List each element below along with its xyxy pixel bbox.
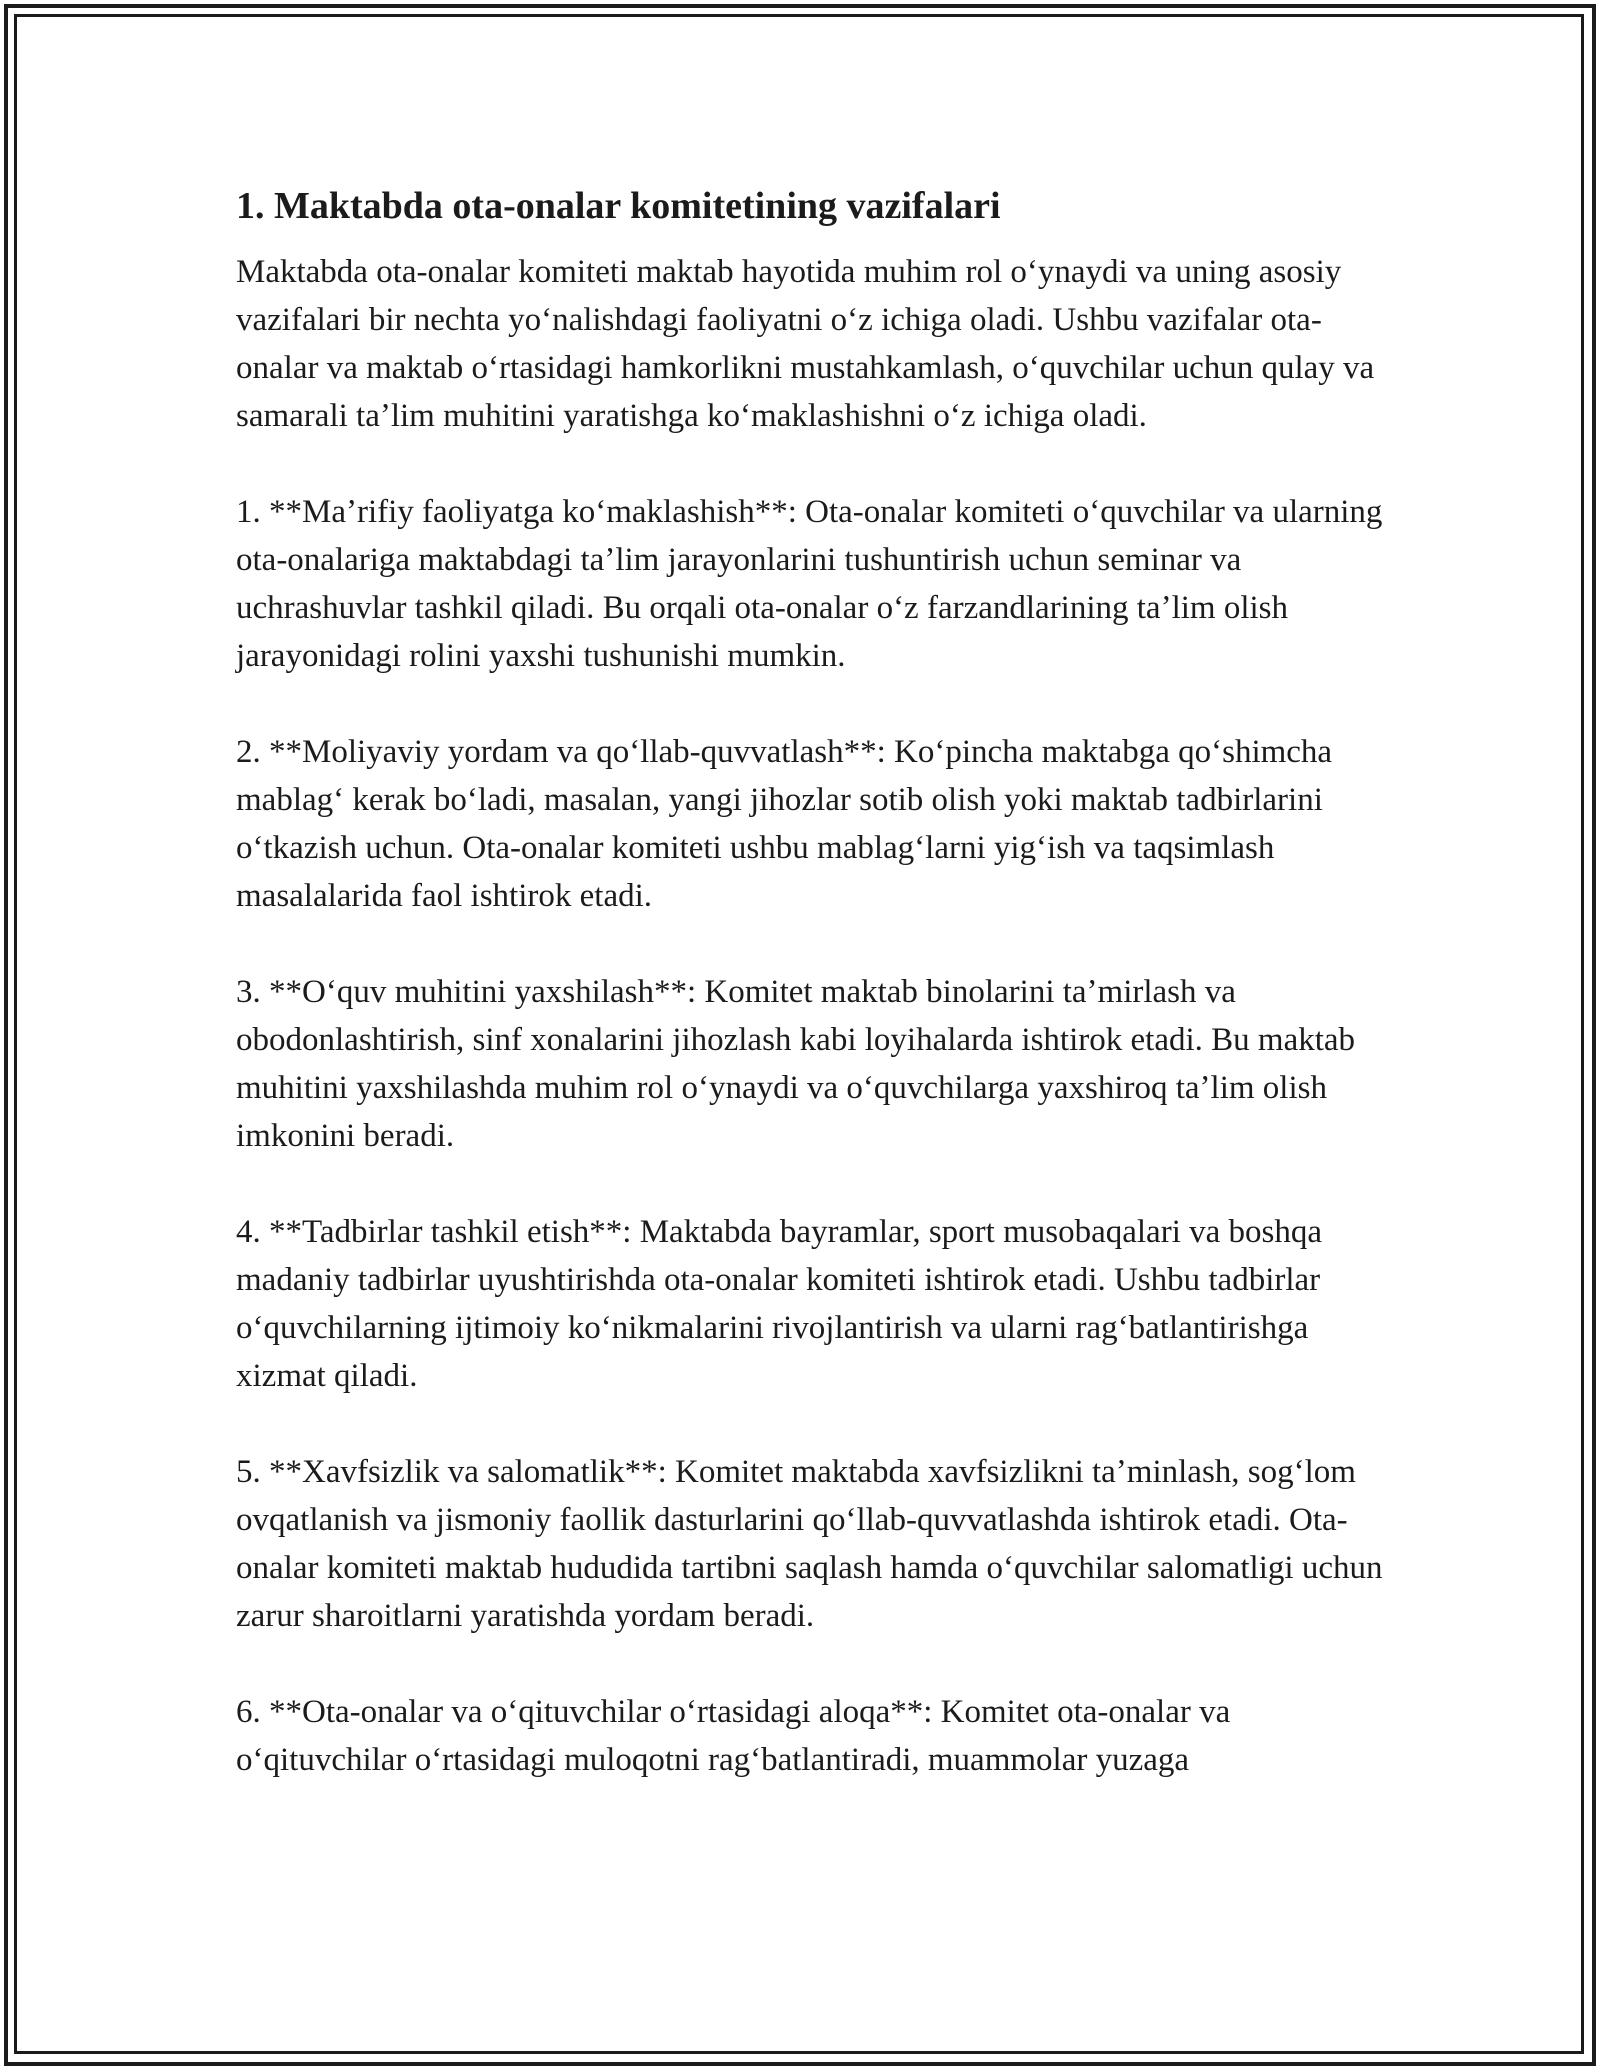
list-item-1: 1. **Maʼrifiy faoliyatga koʻmaklashish**: Ota-onalar komiteti oʻquvchilar va ularning ota-onalariga maktabdagi taʼlim jarayonlarini tushuntirish uchun seminar va uchrashuvlar tashkil qiladi. Bu orqali ota-onalar oʻz farzandlarining taʼlim olish jarayonidagi rolini yaxshi tushunishi mumkin.: [236, 494, 1383, 674]
list-item-6: 6. **Ota-onalar va oʻqituvchilar oʻrtasidagi aloqa**: Komitet ota-onalar va oʻqituvchilar oʻrtasidagi muloqotni ragʻbatlantiradi, muammolar yuzaga: [236, 1694, 1231, 1778]
document-title: 1. Maktabda ota-onalar komitetining vazifalari: [236, 185, 1001, 227]
list-item-4: 4. **Tadbirlar tashkil etish**: Maktabda bayramlar, sport musobaqalari va boshqa madaniy tadbirlar uyushtirishda ota-onalar komiteti ishtirok etadi. Ushbu tadbirlar oʻquvchilarning ijtimoiy koʻnikmalarini rivojlantirish va ularni ragʻbatlantirishga xizmat qiladi.: [236, 1214, 1323, 1394]
list-item-2: 2. **Moliyaviy yordam va qoʻllab-quvvatlash**: Koʻpincha maktabga qoʻshimcha mablagʻ kerak boʻladi, masalan, yangi jihozlar sotib olish yoki maktab tadbirlarini oʻtkazish uchun. Ota-onalar komiteti ushbu mablagʻlarni yigʻish va taqsimlash masalalarida faol ishtirok etadi.: [236, 734, 1333, 914]
document-body: [236, 182, 1386, 1832]
list-item-3: 3. **Oʻquv muhitini yaxshilash**: Komitet maktab binolarini taʼmirlash va obodonlashtirish, sinf xonalarini jihozlash kabi loyihalarda ishtirok etadi. Bu maktab muhitini yaxshilashda muhim rol oʻynaydi va oʻquvchilarga yaxshiroq taʼlim olish imkonini beradi.: [236, 974, 1356, 1154]
intro-paragraph: Maktabda ota-onalar komiteti maktab hayotida muhim rol oʻynaydi va uning asosiy vazifalari bir nechta yoʻnalishdagi faoliyatni oʻz ichiga oladi. Ushbu vazifalar ota-onalar va maktab oʻrtasidagi hamkorlikni mustahkamlash, oʻquvchilar uchun qulay va samarali taʼlim muhitini yaratishga koʻmaklashishni oʻz ichiga oladi.: [236, 254, 1375, 434]
list-item-5: 5. **Xavfsizlik va salomatlik**: Komitet maktabda xavfsizlikni taʼminlash, sogʻlom ovqatlanish va jismoniy faollik dasturlarini qoʻllab-quvvatlashda ishtirok etadi. Ota-onalar komiteti maktab hududida tartibni saqlash hamda oʻquvchilar salomatligi uchun zarur sharoitlarni yaratishda yordam beradi.: [236, 1454, 1383, 1634]
